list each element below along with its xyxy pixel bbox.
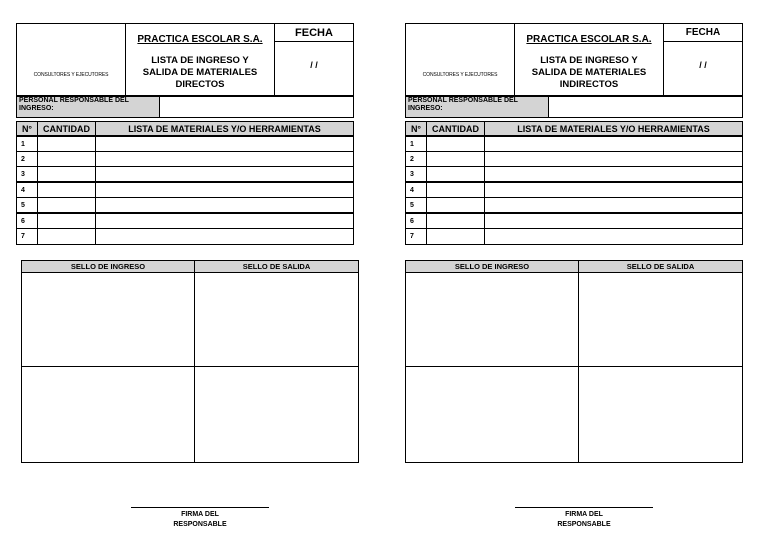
th-quantity: CANTIDAD <box>426 121 485 136</box>
row-number: 7 <box>405 228 427 245</box>
form-title: LISTA DE INGRESO Y SALIDA DE MATERIALES INDIRECTOS <box>531 55 647 90</box>
th-number: N° <box>405 121 427 136</box>
quantity-cell[interactable] <box>426 213 485 229</box>
quantity-cell[interactable] <box>37 136 96 152</box>
quantity-cell[interactable] <box>37 166 96 182</box>
stamp-in-header: SELLO DE INGRESO <box>405 260 579 273</box>
signature-line[interactable] <box>131 507 269 508</box>
materials-cell[interactable] <box>95 136 354 152</box>
fecha-label: FECHA <box>663 23 743 42</box>
quantity-cell[interactable] <box>426 151 485 167</box>
signature-left <box>131 507 269 530</box>
signature-label: FIRMA DEL RESPONSABLE <box>173 511 227 528</box>
materials-cell[interactable] <box>95 182 354 198</box>
company-name: PRACTICA ESCOLAR S.A. <box>526 33 652 45</box>
row-number: 6 <box>16 213 38 229</box>
stamp-out-header: SELLO DE SALIDA <box>194 260 359 273</box>
th-quantity: CANTIDAD <box>37 121 96 136</box>
quantity-cell[interactable] <box>37 213 96 229</box>
row-number: 4 <box>405 182 427 198</box>
quantity-cell[interactable] <box>426 228 485 245</box>
row-number: 1 <box>405 136 427 152</box>
consultants-label: CONSULTORES Y EJECUTORES <box>405 23 515 96</box>
quantity-cell[interactable] <box>426 197 485 213</box>
quantity-cell[interactable] <box>37 182 96 198</box>
th-materials: LISTA DE MATERIALES Y/O HERRAMIENTAS <box>95 121 354 136</box>
materials-cell[interactable] <box>95 166 354 182</box>
row-number: 1 <box>16 136 38 152</box>
row-number: 7 <box>16 228 38 245</box>
materials-cell[interactable] <box>484 182 743 198</box>
row-number: 5 <box>405 197 427 213</box>
row-number: 3 <box>16 166 38 182</box>
quantity-cell[interactable] <box>37 197 96 213</box>
stamp-out-box <box>578 272 743 367</box>
stamp-in-header: SELLO DE INGRESO <box>21 260 195 273</box>
responsible-field[interactable] <box>159 96 354 118</box>
stamp-out-box <box>194 366 359 463</box>
quantity-cell[interactable] <box>37 228 96 245</box>
materials-cell[interactable] <box>95 213 354 229</box>
row-number: 3 <box>405 166 427 182</box>
th-materials: LISTA DE MATERIALES Y/O HERRAMIENTAS <box>484 121 743 136</box>
form-title: LISTA DE INGRESO Y SALIDA DE MATERIALES DIRECTOS <box>142 55 258 90</box>
materials-cell[interactable] <box>484 197 743 213</box>
quantity-cell[interactable] <box>37 151 96 167</box>
stamp-in-box <box>405 366 579 463</box>
quantity-cell[interactable] <box>426 182 485 198</box>
materials-cell[interactable] <box>484 151 743 167</box>
consultants-label: CONSULTORES Y EJECUTORES <box>16 23 126 96</box>
materials-cell[interactable] <box>95 151 354 167</box>
stamp-in-box <box>405 272 579 367</box>
th-number: N° <box>16 121 38 136</box>
stamp-out-box <box>578 366 743 463</box>
stamp-table-left <box>21 260 359 463</box>
stamp-table-right <box>405 260 743 463</box>
stamp-out-header: SELLO DE SALIDA <box>578 260 743 273</box>
quantity-cell[interactable] <box>426 166 485 182</box>
quantity-cell[interactable] <box>426 136 485 152</box>
stamp-in-box <box>21 272 195 367</box>
row-number: 2 <box>405 151 427 167</box>
signature-right <box>515 507 653 530</box>
materials-cell[interactable] <box>484 136 743 152</box>
date-field[interactable]: / / <box>274 41 354 96</box>
fecha-label: FECHA <box>274 23 354 42</box>
row-number: 6 <box>405 213 427 229</box>
materials-cell[interactable] <box>95 197 354 213</box>
form-left <box>16 23 354 245</box>
signature-line[interactable] <box>515 507 653 508</box>
title-cell <box>125 23 275 96</box>
row-number: 2 <box>16 151 38 167</box>
signature-label: FIRMA DEL RESPONSABLE <box>557 511 611 528</box>
company-name: PRACTICA ESCOLAR S.A. <box>137 33 263 45</box>
stamp-out-box <box>194 272 359 367</box>
stamp-in-box <box>21 366 195 463</box>
title-cell <box>514 23 664 96</box>
date-field[interactable]: / / <box>663 41 743 96</box>
materials-cell[interactable] <box>484 213 743 229</box>
row-number: 4 <box>16 182 38 198</box>
materials-cell[interactable] <box>484 228 743 245</box>
responsible-label: PERSONAL RESPONSABLE DEL INGRESO: <box>405 96 549 118</box>
materials-cell[interactable] <box>95 228 354 245</box>
responsible-label: PERSONAL RESPONSABLE DEL INGRESO: <box>16 96 160 118</box>
form-right <box>405 23 743 245</box>
responsible-field[interactable] <box>548 96 743 118</box>
materials-cell[interactable] <box>484 166 743 182</box>
row-number: 5 <box>16 197 38 213</box>
